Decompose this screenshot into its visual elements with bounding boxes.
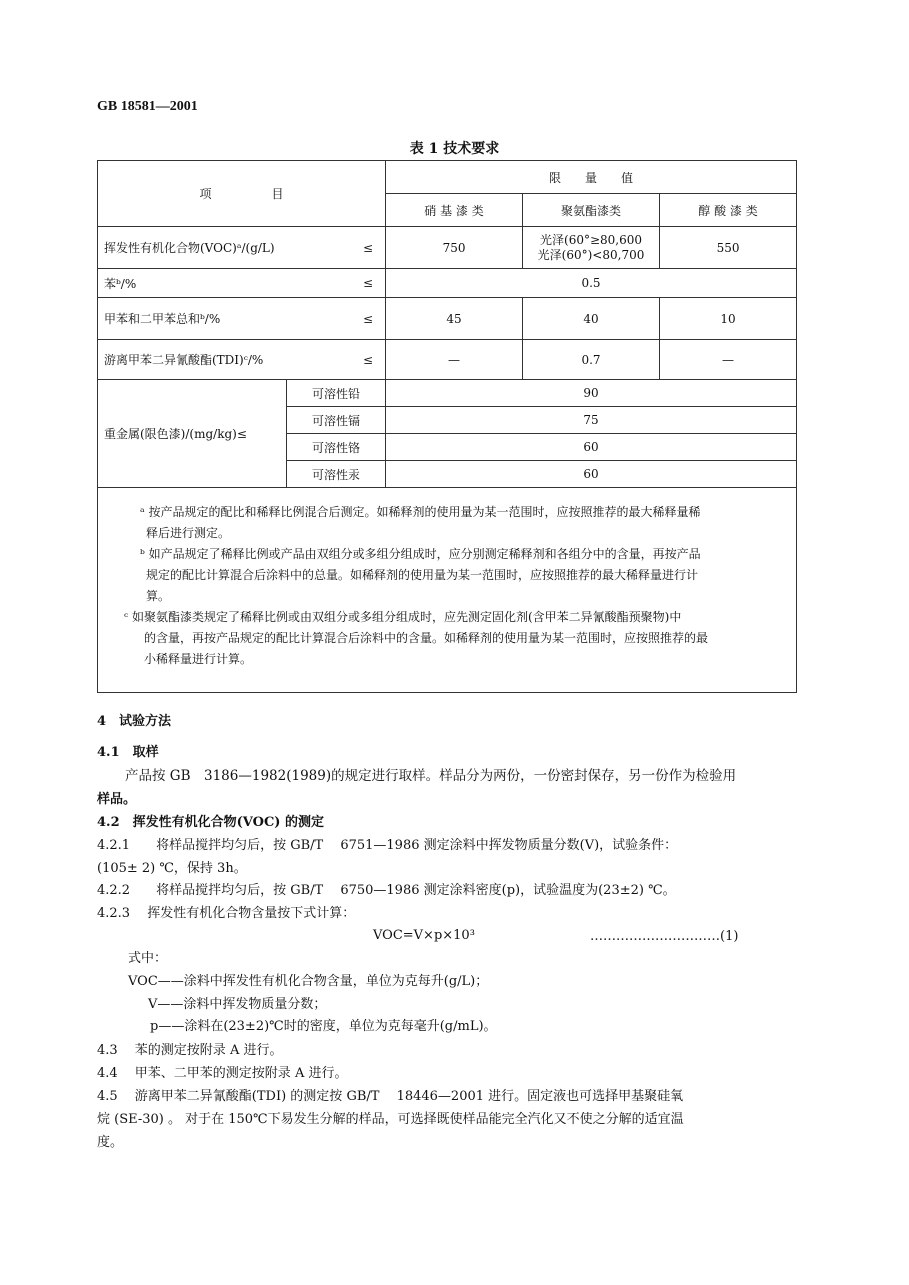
voc-pu-high-gloss: 光泽(60°≥80,600 bbox=[540, 232, 643, 247]
formula: VOC=V×p×10³ bbox=[373, 928, 475, 943]
benzene-value: 0.5 bbox=[386, 269, 797, 298]
le-symbol: ≤ bbox=[362, 311, 374, 326]
section-4-2-2: 4.2.2 将样品搅拌均匀后，按 GB/T 6750—1986 测定涂料密度(p)，试验温度为(23±2) ℃。 bbox=[97, 883, 676, 898]
le-symbol: ≤ bbox=[362, 276, 374, 290]
header-item: 项 目 bbox=[98, 161, 386, 227]
technical-requirements-table bbox=[97, 160, 797, 693]
note-line: ᵇ 如产品规定了稀释比例或产品由双组分或多组分组成时，应分别测定稀释剂和各组分中的含量，再按产品 bbox=[140, 547, 701, 561]
toluene-nitro: 45 bbox=[386, 298, 523, 340]
table-notes bbox=[98, 488, 797, 693]
row-label-voc: 挥发性有机化合物(VOC)ᵃ/(g/L) bbox=[104, 241, 275, 255]
metal-value: 60 bbox=[386, 434, 797, 461]
section-4-2-title: 4.2 挥发性有机化合物(VOC) 的测定 bbox=[97, 815, 324, 830]
section-4-5: 4.5 游离甲苯二异氰酸酯(TDI) 的测定按 GB/T 18446—2001 进行。固定液也可选择甲基聚硅氧 bbox=[97, 1089, 684, 1104]
note-line: 小稀释量进行计算。 bbox=[144, 652, 253, 666]
metal-name: 可溶性铅 bbox=[287, 380, 386, 407]
row-label-tdi: 游离甲苯二异氰酸酯(TDI)ᶜ/% bbox=[104, 353, 264, 367]
row-label-benzene: 苯ᵇ/% bbox=[104, 276, 137, 291]
metal-name: 可溶性铬 bbox=[287, 434, 386, 461]
section-4-1-title: 4.1 取样 bbox=[97, 745, 159, 760]
le-symbol: ≤ bbox=[362, 352, 374, 367]
section-4-2-1-cont: (105± 2) ℃，保持 3h。 bbox=[97, 861, 247, 876]
note-line: 算。 bbox=[146, 589, 171, 603]
definition-p: p——涂料在(23±2)℃时的密度，单位为克每毫升(g/mL)。 bbox=[150, 1019, 497, 1034]
metal-value: 60 bbox=[386, 461, 797, 488]
voc-alkyd: 550 bbox=[660, 227, 797, 269]
metal-value: 90 bbox=[386, 380, 797, 407]
section-4-2-1: 4.2.1 将样品搅拌均匀后，按 GB/T 6751—1986 测定涂料中挥发物质量分数(V)，试验条件： bbox=[97, 838, 678, 853]
metal-name: 可溶性汞 bbox=[287, 461, 386, 488]
definition-voc: VOC——涂料中挥发性有机化合物含量，单位为克每升(g/L)； bbox=[128, 974, 489, 989]
subheader-alkyd: 醇 酸 漆 类 bbox=[660, 194, 797, 227]
note-line: 释后进行测定。 bbox=[146, 526, 231, 540]
voc-pu-low-gloss: 光泽(60°)<80,700 bbox=[537, 247, 645, 262]
voc-nitro: 750 bbox=[386, 227, 523, 269]
section-4-5-cont: 烷 (SE-30) 。 对于在 150℃下易发生分解的样品，可选择既使样品能完全汽化又不使之分解的适宜温 bbox=[97, 1112, 684, 1127]
toluene-alkyd: 10 bbox=[660, 298, 797, 340]
section-4-3: 4.3 苯的测定按附录 A 进行。 bbox=[97, 1043, 283, 1058]
where-label: 式中： bbox=[128, 951, 168, 966]
toluene-pu: 40 bbox=[523, 298, 660, 340]
le-symbol: ≤ bbox=[362, 240, 374, 255]
section-4-5-end: 度。 bbox=[97, 1135, 124, 1150]
metal-name: 可溶性镉 bbox=[287, 407, 386, 434]
row-label-metals: 重金属(限色漆)/(mg/kg)≤ bbox=[98, 380, 287, 488]
tdi-nitro: — bbox=[386, 340, 523, 380]
note-line: ᵃ 按产品规定的配比和稀释比例混合后测定。如稀释剂的使用量为某一范围时，应按照推荐的最大稀释量稀 bbox=[140, 505, 701, 519]
section-4-4: 4.4 甲苯、二甲苯的测定按附录 A 进行。 bbox=[97, 1066, 348, 1081]
tdi-alkyd: — bbox=[660, 340, 797, 380]
formula-number: …………………………(1) bbox=[590, 929, 739, 944]
section-4-1-text: 产品按 GB 3186—1982(1989)的规定进行取样。样品分为两份，一份密封保存，另一份作为检验用 bbox=[125, 768, 737, 784]
subheader-nitro: 硝 基 漆 类 bbox=[386, 194, 523, 227]
metal-value: 75 bbox=[386, 407, 797, 434]
row-label-toluene: 甲苯和二甲苯总和ᵇ/% bbox=[104, 312, 221, 326]
table-row bbox=[98, 298, 797, 340]
table-row bbox=[98, 227, 797, 269]
voc-pu bbox=[523, 227, 660, 269]
standard-header: GB 18581—2001 bbox=[97, 99, 198, 114]
section-4-1-text-cont: 样品。 bbox=[97, 792, 137, 807]
table-caption: 表 1 技术要求 bbox=[409, 141, 500, 157]
table-row bbox=[98, 269, 797, 298]
definition-v: V——涂料中挥发物质量分数； bbox=[148, 997, 327, 1012]
section-4-title: 4 试验方法 bbox=[97, 714, 172, 729]
header-limit: 限 量 值 bbox=[386, 161, 797, 194]
note-line: ᶜ 如聚氨酯漆类规定了稀释比例或由双组分或多组分组成时，应先测定固化剂(含甲苯二异氰酸酯预聚物)中 bbox=[124, 610, 682, 624]
subheader-pu: 聚氨酯漆类 bbox=[523, 194, 660, 227]
note-line: 的含量，再按产品规定的配比计算混合后涂料中的含量。如稀释剂的使用量为某一范围时，应按照推荐的最 bbox=[144, 631, 709, 645]
table-row bbox=[98, 340, 797, 380]
table-row bbox=[98, 380, 797, 407]
section-4-2-3: 4.2.3 挥发性有机化合物含量按下式计算： bbox=[97, 906, 356, 921]
note-line: 规定的配比计算混合后涂料中的总量。如稀释剂的使用量为某一范围时，应按照推荐的最大稀释量进行计 bbox=[146, 568, 699, 582]
table-notes-row bbox=[98, 488, 797, 693]
tdi-pu: 0.7 bbox=[523, 340, 660, 380]
